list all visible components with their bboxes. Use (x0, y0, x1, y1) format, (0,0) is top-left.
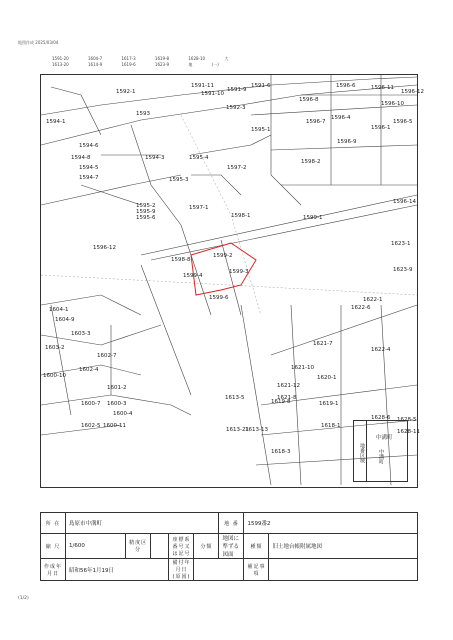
parcel-label: 1623-1 (391, 241, 411, 247)
parcel-label: 1596-12 (401, 89, 424, 95)
installed-value (194, 559, 244, 581)
page-indicator: (1/2) (18, 596, 29, 601)
parcel-label: 1604-1 (49, 307, 69, 313)
parcel-label: 1613-13 (245, 427, 268, 433)
parcel-label: 1594-6 (79, 143, 99, 149)
type-value: 旧土地台帳附属地図 (269, 534, 418, 559)
parcel-label: 1598-1 (231, 213, 251, 219)
precision-label: 精度区分 (126, 534, 151, 559)
parcel-label: 1618-1 (321, 423, 341, 429)
parcel-label: 1603-3 (71, 331, 91, 337)
parcel-label: 1621-10 (291, 365, 314, 371)
parcel-label: 1623-9 (393, 267, 413, 273)
parcel-label: 1598-2 (301, 159, 321, 165)
legend-item: 1623-9 (154, 62, 170, 67)
parcel-label: 1595-2 (136, 203, 156, 209)
lot-label: 地 番 (219, 513, 244, 534)
parcel-label: 1596-8 (299, 97, 319, 103)
parcel-label: 1595-4 (189, 155, 209, 161)
parcel-label: 1602-5 (81, 423, 101, 429)
lot-value: 1599番2 (244, 513, 418, 534)
parcel-label: 1596-9 (337, 139, 357, 145)
parcel-label: 1599-6 (209, 295, 229, 301)
notes-value (269, 559, 418, 581)
parcel-label: 1628-6 (371, 415, 391, 421)
parcel-label: 1621-12 (277, 383, 300, 389)
scale-label: 縮 尺 (41, 534, 66, 559)
parcel-label: 1591-6 (251, 83, 271, 89)
class-value: 地図に準ずる図面 (219, 534, 244, 559)
header-date: 地図作成 2025/03/04 (18, 40, 59, 45)
legend-item: 大 (224, 56, 229, 61)
legend-item: 地 (188, 62, 193, 67)
parcel-label: 1593 (136, 111, 150, 117)
parcel-label: 1613-5 (225, 395, 245, 401)
parcel-label: 1594-7 (79, 175, 99, 181)
parcel-label: 1596-11 (371, 85, 394, 91)
class-label: 分類 (194, 534, 219, 559)
notes-label: 補記事項 (244, 559, 269, 581)
parcel-label: 1599-4 (183, 273, 203, 279)
parcel-label: 1599-2 (213, 253, 233, 259)
parcel-label: 1592-1 (116, 89, 136, 95)
town-vertical-label: 中溝町 (378, 449, 384, 464)
parcel-label: 1603-2 (45, 345, 65, 351)
parcel-label: 1591-10 (201, 91, 224, 97)
town-label: 中溝町 (376, 435, 393, 441)
parcel-label: 1591-9 (227, 87, 247, 93)
parcel-label: 1602-7 (97, 353, 117, 359)
parcel-label: 1598-8 (171, 257, 191, 263)
district-reference-box (353, 420, 408, 482)
precision-value (151, 534, 169, 559)
parcel-label: 1596-7 (306, 119, 326, 125)
parcel-label: 1600-7 (81, 401, 101, 407)
created-value: 昭和56年1月19日 (66, 559, 169, 581)
parcel-label: 1596-1 (371, 125, 391, 131)
parcel-label: 1600-4 (113, 411, 133, 417)
parcel-label: 1596-12 (93, 245, 116, 251)
parcel-label: 1596-10 (381, 101, 404, 107)
parcel-label: 1594-8 (71, 155, 91, 161)
parcel-label: 1595-6 (136, 215, 156, 221)
location-value: 島原市中溝町 (66, 513, 219, 534)
district-side-label: 地番区域 (354, 421, 367, 481)
legend-item: 1619-8 (154, 56, 170, 61)
parcel-label: 1613-21 (226, 427, 249, 433)
parcel-label: 1619-8 (271, 399, 291, 405)
parcel-label: 1600-10 (43, 373, 66, 379)
legend-item: (一) (211, 62, 219, 67)
parcel-label: 1592-3 (226, 105, 246, 111)
parcel-label: 1596-6 (336, 83, 356, 89)
parcel-label: 1621-7 (313, 341, 333, 347)
legend-item: 1628-10 (188, 56, 206, 61)
parcel-label: 1595-3 (169, 177, 189, 183)
coordinate-label: 座標系番号又は記号 (169, 534, 194, 559)
parcel-label: 1597-2 (227, 165, 247, 171)
parcel-label: 1597-1 (189, 205, 209, 211)
parcel-label: 1628-11 (397, 429, 420, 435)
legend-row-2 (52, 62, 237, 68)
installed-label: 備付年月日(原図) (169, 559, 194, 581)
parcel-label: 1602-4 (79, 367, 99, 373)
parcel-label: 1621-8 (277, 395, 297, 401)
parcel-label: 1604-9 (55, 317, 75, 323)
type-label: 種類 (244, 534, 269, 559)
parcel-label: 1622-1 (363, 297, 383, 303)
scale-value: 1/600 (66, 534, 126, 559)
parcel-label: 1596-5 (393, 119, 413, 125)
parcel-label: 1596-4 (331, 115, 351, 121)
legend-item: 1613-20 (52, 62, 69, 67)
parcel-label: 1620-1 (317, 375, 337, 381)
parcel-label: 1594-5 (79, 165, 99, 171)
parcel-label: 1619-1 (319, 401, 339, 407)
parcel-label: 1618-3 (271, 449, 291, 455)
location-label: 所 在 (41, 513, 66, 534)
parcel-label: 1622-6 (351, 305, 371, 311)
legend-item: 1614-9 (88, 62, 103, 67)
parcel-label: 1591-11 (191, 83, 214, 89)
parcel-label: 1595-9 (136, 209, 156, 215)
legend-item: 1617-3 (121, 56, 136, 61)
parcel-label: 1600-11 (103, 423, 126, 429)
legend-item: 1619-6 (121, 62, 136, 67)
parcel-label: 1596-14 (393, 199, 416, 205)
parcel-label: 1622-4 (371, 347, 391, 353)
created-label: 作成年月日 (41, 559, 66, 581)
legend-item: 1604-7 (88, 56, 103, 61)
legend-item: 1591-20 (52, 56, 69, 61)
parcel-label: 1599-1 (303, 215, 323, 221)
parcel-label: 1594-3 (145, 155, 165, 161)
parcel-label: 1594-1 (46, 119, 66, 125)
map-info-table (40, 512, 418, 581)
parcel-label: 1628-5 (397, 417, 417, 423)
parcel-label: 1601-2 (107, 385, 127, 391)
parcel-label: 1599-3 (229, 269, 249, 275)
parcel-label: 1600-3 (107, 401, 127, 407)
parcel-label: 1595-1 (251, 127, 271, 133)
